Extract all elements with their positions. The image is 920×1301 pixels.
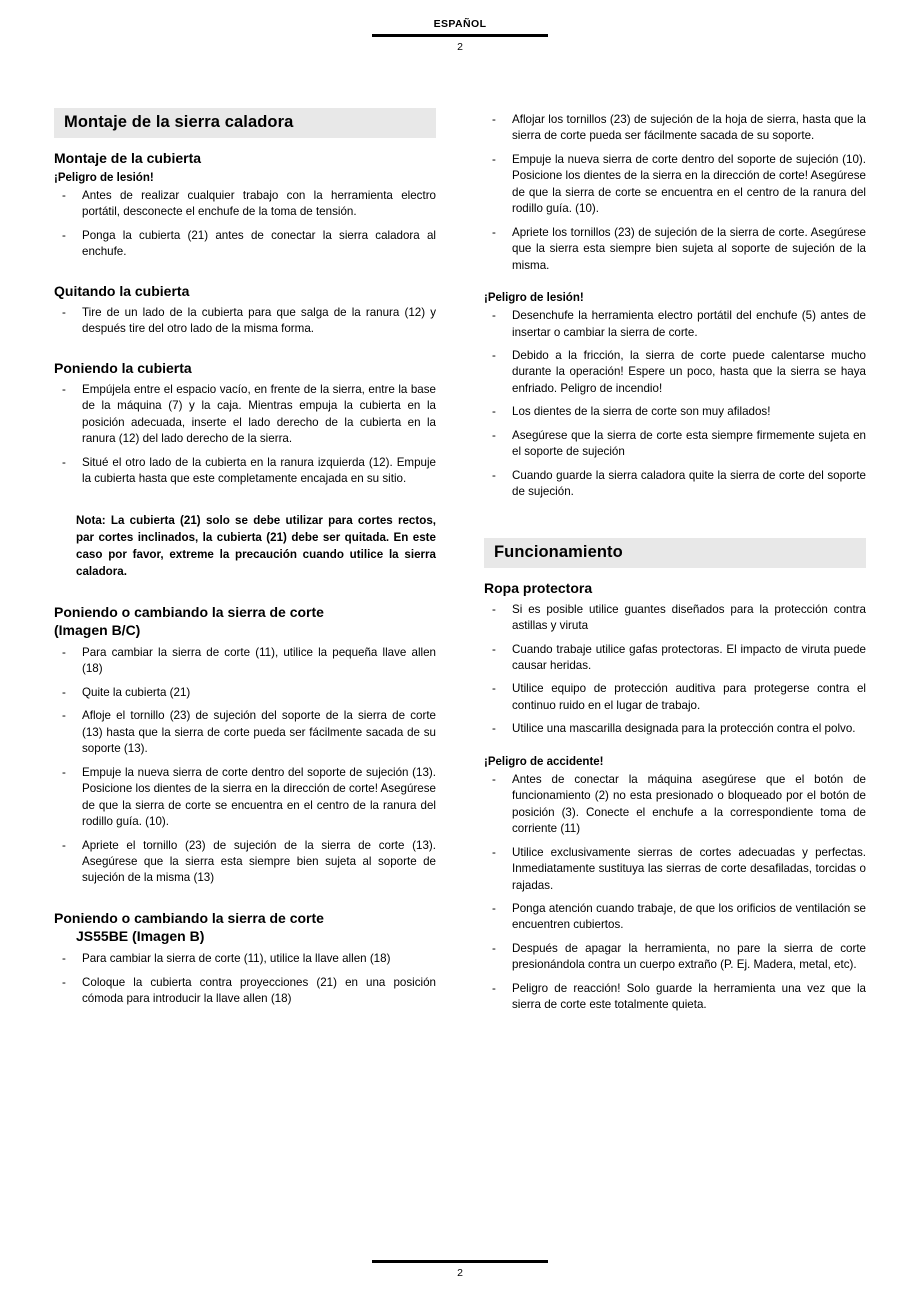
header-divider [372, 34, 548, 37]
list-continuation-sierra [484, 112, 866, 274]
list-item: - Debido a la fricción, la sierra de corte puede calentarse mucho durante la operación! Espere un poco, hasta que la sierra se haya enfriado. Peligro de incendio! [484, 348, 866, 397]
list-item: - Empuje la nueva sierra de corte dentro del soporte de sujeción (13). Posicione los dientes de la sierra en la dirección de corte! Asegúrese de que la sierra de corte se encuentra en el centro de la ranura del rodillo guía. (10). [54, 765, 436, 831]
list-item: - Tire de un lado de la cubierta para que salga de la ranura (12) y después tire del otro lado de la misma forma. [54, 305, 436, 338]
subheading-poniendo-cambiando-sierra [54, 603, 436, 639]
section-heading-montaje: Montaje de la sierra caladora [54, 108, 436, 138]
list-item: - Utilice exclusivamente sierras de cortes adecuadas y perfectas. Inmediatamente sustituya las sierras de corte desafiladas, torcidas o rajadas. [484, 845, 866, 894]
list-item: - Situé el otro lado de la cubierta en la ranura izquierda (12). Empuje la cubierta hasta que este completamente encajada en su sitio. [54, 455, 436, 488]
list-poniendo-cambiando-sierra [54, 645, 436, 887]
subheading-ropa-protectora: Ropa protectora [484, 579, 593, 596]
list-montaje-cubierta [54, 188, 436, 261]
left-column [54, 108, 436, 1021]
right-column [484, 108, 866, 1021]
section-heading-funcionamiento: Funcionamiento [484, 538, 866, 568]
list-item: - Quite la cubierta (21) [54, 685, 436, 701]
subheading-quitando-cubierta: Quitando la cubierta [54, 282, 190, 299]
list-poniendo-cubierta [54, 382, 436, 488]
list-ropa-protectora [484, 602, 866, 738]
spacer [484, 508, 866, 538]
list-item: - Si es posible utilice guantes diseñados para la protección contra astillas y viruta [484, 602, 866, 635]
footer-page-number: 2 [457, 1267, 463, 1279]
list-item: - Después de apagar la herramienta, no pare la sierra de corte presionándola contra un cuerpo extraño (P. Ej. Madera, metal, etc). [484, 941, 866, 974]
list-peligro-accidente [484, 772, 866, 1014]
list-item: - Cuando trabaje utilice gafas protectoras. El impacto de viruta puede causar heridas. [484, 642, 866, 675]
list-item: - Apriete el tornillo (23) de sujeción de la sierra de corte (13). Asegúrese que la sierra esta siempre bien sujeta al soporte de sujeción de la misma (13) [54, 838, 436, 887]
page-header [0, 0, 920, 53]
list-item: - Ponga la cubierta (21) antes de conectar la sierra caladora al enchufe. [54, 228, 436, 261]
list-item: - Afloje el tornillo (23) de sujeción del soporte de la sierra de corte (13) hasta que la sierra de corte pueda ser fácilmente sacada de su soporte (13). [54, 708, 436, 757]
list-item: - Aflojar los tornillos (23) de sujeción de la hoja de sierra, hasta que la sierra de corte pueda ser fácilmente sacada de su soporte. [484, 112, 866, 145]
header-page-number: 2 [457, 41, 463, 53]
list-item: - Asegúrese que la sierra de corte esta siempre firmemente sujeta en el soporte de sujeción [484, 428, 866, 461]
list-js55be [54, 951, 436, 1007]
list-item: - Ponga atención cuando trabaje, de que los orificios de ventilación se encuentren cubiertos. [484, 901, 866, 934]
list-item: - Apriete los tornillos (23) de sujeción de la sierra de corte. Asegúrese que la sierra esta siempre bien sujeta al soporte de sujeción de la misma. [484, 225, 866, 274]
list-item: - Peligro de reacción! Solo guarde la herramienta una vez que la sierra de corte este totalmente quieta. [484, 981, 866, 1014]
two-column-body [0, 108, 920, 1021]
subheading-poniendo-cubierta: Poniendo la cubierta [54, 359, 192, 376]
list-item: - Cuando guarde la sierra caladora quite la sierra de corte del soporte de sujeción. [484, 468, 866, 501]
list-item: - Los dientes de la sierra de corte son muy afilados! [484, 404, 866, 420]
list-item: - Empuje la nueva sierra de corte dentro del soporte de sujeción (10). Posicione los dientes de la sierra en la dirección de corte! Asegúrese de que la sierra de corte se encuentra en el centro de la ranura del rodillo guía. (10). [484, 152, 866, 218]
language-label: ESPAÑOL [433, 18, 487, 30]
footer-divider [372, 1260, 548, 1263]
note-cubierta: Nota: La cubierta (21) solo se debe utilizar para cortes rectos, par cortes inclinados, la cubierta (21) debe ser quitada. En este caso por favor, extreme la precaución cuando utilice la sierra caladora. [76, 514, 436, 578]
subheading-montaje-cubierta: Montaje de la cubierta [54, 150, 202, 166]
subheading-line-1: Poniendo o cambiando la sierra de corte [54, 909, 324, 926]
warning-peligro-accidente: ¡Peligro de accidente! [484, 755, 604, 768]
warning-peligro-lesion-2: ¡Peligro de lesión! [484, 292, 584, 305]
page-footer [0, 1260, 920, 1279]
list-item: - Antes de realizar cualquier trabajo con la herramienta electro portátil, desconecte el enchufe de la toma de tensión. [54, 188, 436, 221]
list-item: - Para cambiar la sierra de corte (11), utilice la pequeña llave allen (18) [54, 645, 436, 678]
subheading-line-1: Poniendo o cambiando la sierra de corte [54, 603, 324, 620]
list-item: - Desenchufe la herramienta electro portátil del enchufe (5) antes de insertar o cambiar la sierra de corte. [484, 308, 866, 341]
subheading-line-2: (Imagen B/C) [54, 621, 141, 638]
subheading-poniendo-cambiando-sierra-js55be [54, 909, 436, 945]
list-item: - Coloque la cubierta contra proyecciones (21) en una posición cómoda para introducir la llave allen (18) [54, 975, 436, 1008]
list-quitando-cubierta [54, 305, 436, 338]
warning-peligro-lesion-1: ¡Peligro de lesión! [54, 172, 154, 184]
list-item: - Antes de conectar la máquina asegúrese que el botón de funcionamiento (2) no esta presionado o bloqueado por el botón de posición (3). Conecte el enchufe a la correspondiente toma de corriente (11) [484, 772, 866, 838]
list-item: - Para cambiar la sierra de corte (11), utilice la llave allen (18) [54, 951, 436, 967]
list-peligro-lesion [484, 308, 866, 501]
list-item: - Empújela entre el espacio vacío, en frente de la sierra, entre la base de la máquina (7) y la caja. Mientras empuja la cubierta en la posición adecuada, inserte el lado derecho de la cubierta en la ranura (12) del lado derecho de la sierra. [54, 382, 436, 448]
subheading-line-2: JS55BE (Imagen B) [76, 928, 205, 945]
list-item: - Utilice equipo de protección auditiva para protegerse contra el continuo ruido en el lugar de trabajo. [484, 681, 866, 714]
list-item: - Utilice una mascarilla designada para la protección contra el polvo. [484, 721, 866, 737]
